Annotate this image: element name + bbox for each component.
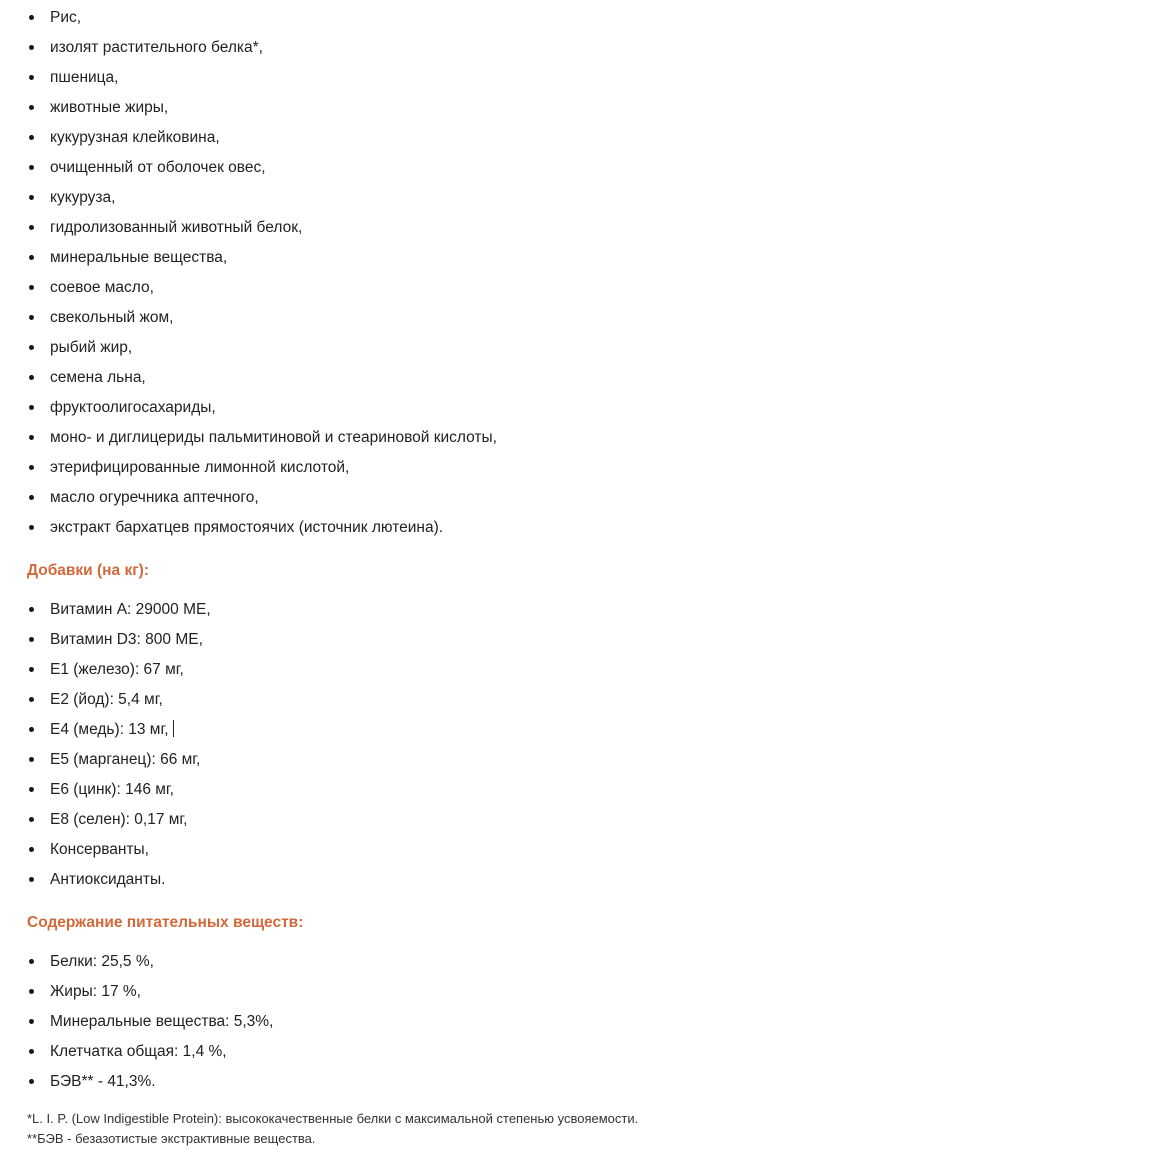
list-item	[28, 977, 273, 1007]
bullet-icon	[28, 33, 38, 63]
ingredient-text: гидролизованный животный белок,	[50, 219, 303, 236]
list-item	[28, 775, 211, 805]
bullet-icon	[28, 1007, 38, 1037]
additive-text: Консерванты,	[50, 841, 149, 858]
additives-list	[28, 595, 211, 895]
footnotes	[27, 1109, 638, 1149]
ingredient-text: изолят растительного белка*,	[50, 39, 263, 56]
bullet-icon	[28, 183, 38, 213]
nutrient-text: Клетчатка общая: 1,4 %,	[50, 1043, 227, 1060]
bullet-icon	[28, 303, 38, 333]
ingredient-text: минеральные вещества,	[50, 249, 228, 266]
nutrient-text: Жиры: 17 %,	[50, 983, 141, 1000]
bullet-icon	[28, 745, 38, 775]
bullet-icon	[28, 333, 38, 363]
list-item	[28, 745, 211, 775]
list-item	[28, 333, 497, 363]
bullet-icon	[28, 423, 38, 453]
bullet-icon	[28, 685, 38, 715]
list-item	[28, 1037, 273, 1067]
ingredient-text: животные жиры,	[50, 99, 169, 116]
list-item	[28, 1007, 273, 1037]
nutrient-text: Минеральные вещества: 5,3%,	[50, 1013, 274, 1030]
additive-text: Е6 (цинк): 146 мг,	[50, 781, 174, 798]
bullet-icon	[28, 273, 38, 303]
list-item	[28, 595, 211, 625]
bullet-icon	[28, 947, 38, 977]
list-item	[28, 93, 497, 123]
bullet-icon	[28, 715, 38, 745]
nutrient-text: Белки: 25,5 %,	[50, 953, 154, 970]
bullet-icon	[28, 835, 38, 865]
list-item	[28, 1067, 273, 1097]
list-item	[28, 153, 497, 183]
bullet-icon	[28, 483, 38, 513]
bullet-icon	[28, 977, 38, 1007]
list-item	[28, 363, 497, 393]
bullet-icon	[28, 3, 38, 33]
ingredient-text: рыбий жир,	[50, 339, 133, 356]
bullet-icon	[28, 775, 38, 805]
additive-text: Е1 (железо): 67 мг,	[50, 661, 184, 678]
ingredient-text: моно- и диглицериды пальмитиновой и стеариновой кислоты,	[50, 429, 497, 446]
list-item	[28, 213, 497, 243]
ingredient-text: кукуруза,	[50, 189, 116, 206]
bullet-icon	[28, 625, 38, 655]
bullet-icon	[28, 153, 38, 183]
bullet-icon	[28, 393, 38, 423]
list-item	[28, 513, 497, 543]
ingredient-text: кукурузная клейковина,	[50, 129, 220, 146]
additive-text: Е5 (марганец): 66 мг,	[50, 751, 201, 768]
list-item	[28, 3, 497, 33]
list-item	[28, 625, 211, 655]
ingredient-text: этерифицированные лимонной кислотой,	[50, 459, 350, 476]
bullet-icon	[28, 363, 38, 393]
list-item	[28, 183, 497, 213]
ingredient-text: Рис,	[50, 9, 82, 26]
bullet-icon	[28, 655, 38, 685]
bullet-icon	[28, 513, 38, 543]
additive-text: Витамин D3: 800 МЕ,	[50, 631, 203, 648]
ingredient-text: масло огуречника аптечного,	[50, 489, 259, 506]
ingredient-text: очищенный от оболочек овес,	[50, 159, 266, 176]
ingredient-text: пшеница,	[50, 69, 119, 86]
bullet-icon	[28, 1037, 38, 1067]
list-item	[28, 303, 497, 333]
additive-text: Е8 (селен): 0,17 мг,	[50, 811, 188, 828]
footnote-bev: **БЭВ - безазотистые экстрактивные вещества.	[27, 1131, 316, 1146]
list-item	[28, 947, 273, 977]
bullet-icon	[28, 213, 38, 243]
footnote-lip: *L. I. P. (Low Indigestible Protein): высококачественные белки с максимальной степенью усвояемости.	[27, 1111, 639, 1126]
additive-text: Е2 (йод): 5,4 мг,	[50, 691, 163, 708]
ingredients-list	[28, 3, 497, 543]
list-item	[28, 63, 497, 93]
list-item	[28, 865, 211, 895]
nutrients-list	[28, 947, 273, 1097]
list-item	[28, 715, 211, 745]
list-item	[28, 393, 497, 423]
list-item	[28, 685, 211, 715]
list-item	[28, 243, 497, 273]
list-item	[28, 273, 497, 303]
list-item	[28, 805, 211, 835]
ingredient-text: семена льна,	[50, 369, 146, 386]
additive-text: Антиоксиданты.	[50, 871, 166, 888]
nutrients-heading: Содержание питательных веществ:	[27, 914, 304, 931]
list-item	[28, 423, 497, 453]
ingredient-text: экстракт бархатцев прямостоячих (источник лютеина).	[50, 519, 444, 536]
list-item	[28, 453, 497, 483]
additives-heading: Добавки (на кг):	[27, 562, 150, 579]
text-caret-icon	[173, 720, 174, 737]
ingredient-text: фруктоолигосахариды,	[50, 399, 216, 416]
bullet-icon	[28, 595, 38, 625]
list-item	[28, 835, 211, 865]
list-item	[28, 483, 497, 513]
additive-text: Е4 (медь): 13 мг,	[50, 721, 169, 738]
bullet-icon	[28, 805, 38, 835]
list-item	[28, 33, 497, 63]
bullet-icon	[28, 123, 38, 153]
additive-text: Витамин А: 29000 МЕ,	[50, 601, 211, 618]
bullet-icon	[28, 1067, 38, 1097]
bullet-icon	[28, 93, 38, 123]
bullet-icon	[28, 243, 38, 273]
ingredient-text: свекольный жом,	[50, 309, 174, 326]
list-item	[28, 655, 211, 685]
bullet-icon	[28, 453, 38, 483]
nutrient-text: БЭВ** - 41,3%.	[50, 1073, 156, 1090]
list-item	[28, 123, 497, 153]
bullet-icon	[28, 865, 38, 895]
bullet-icon	[28, 63, 38, 93]
ingredient-text: соевое масло,	[50, 279, 154, 296]
